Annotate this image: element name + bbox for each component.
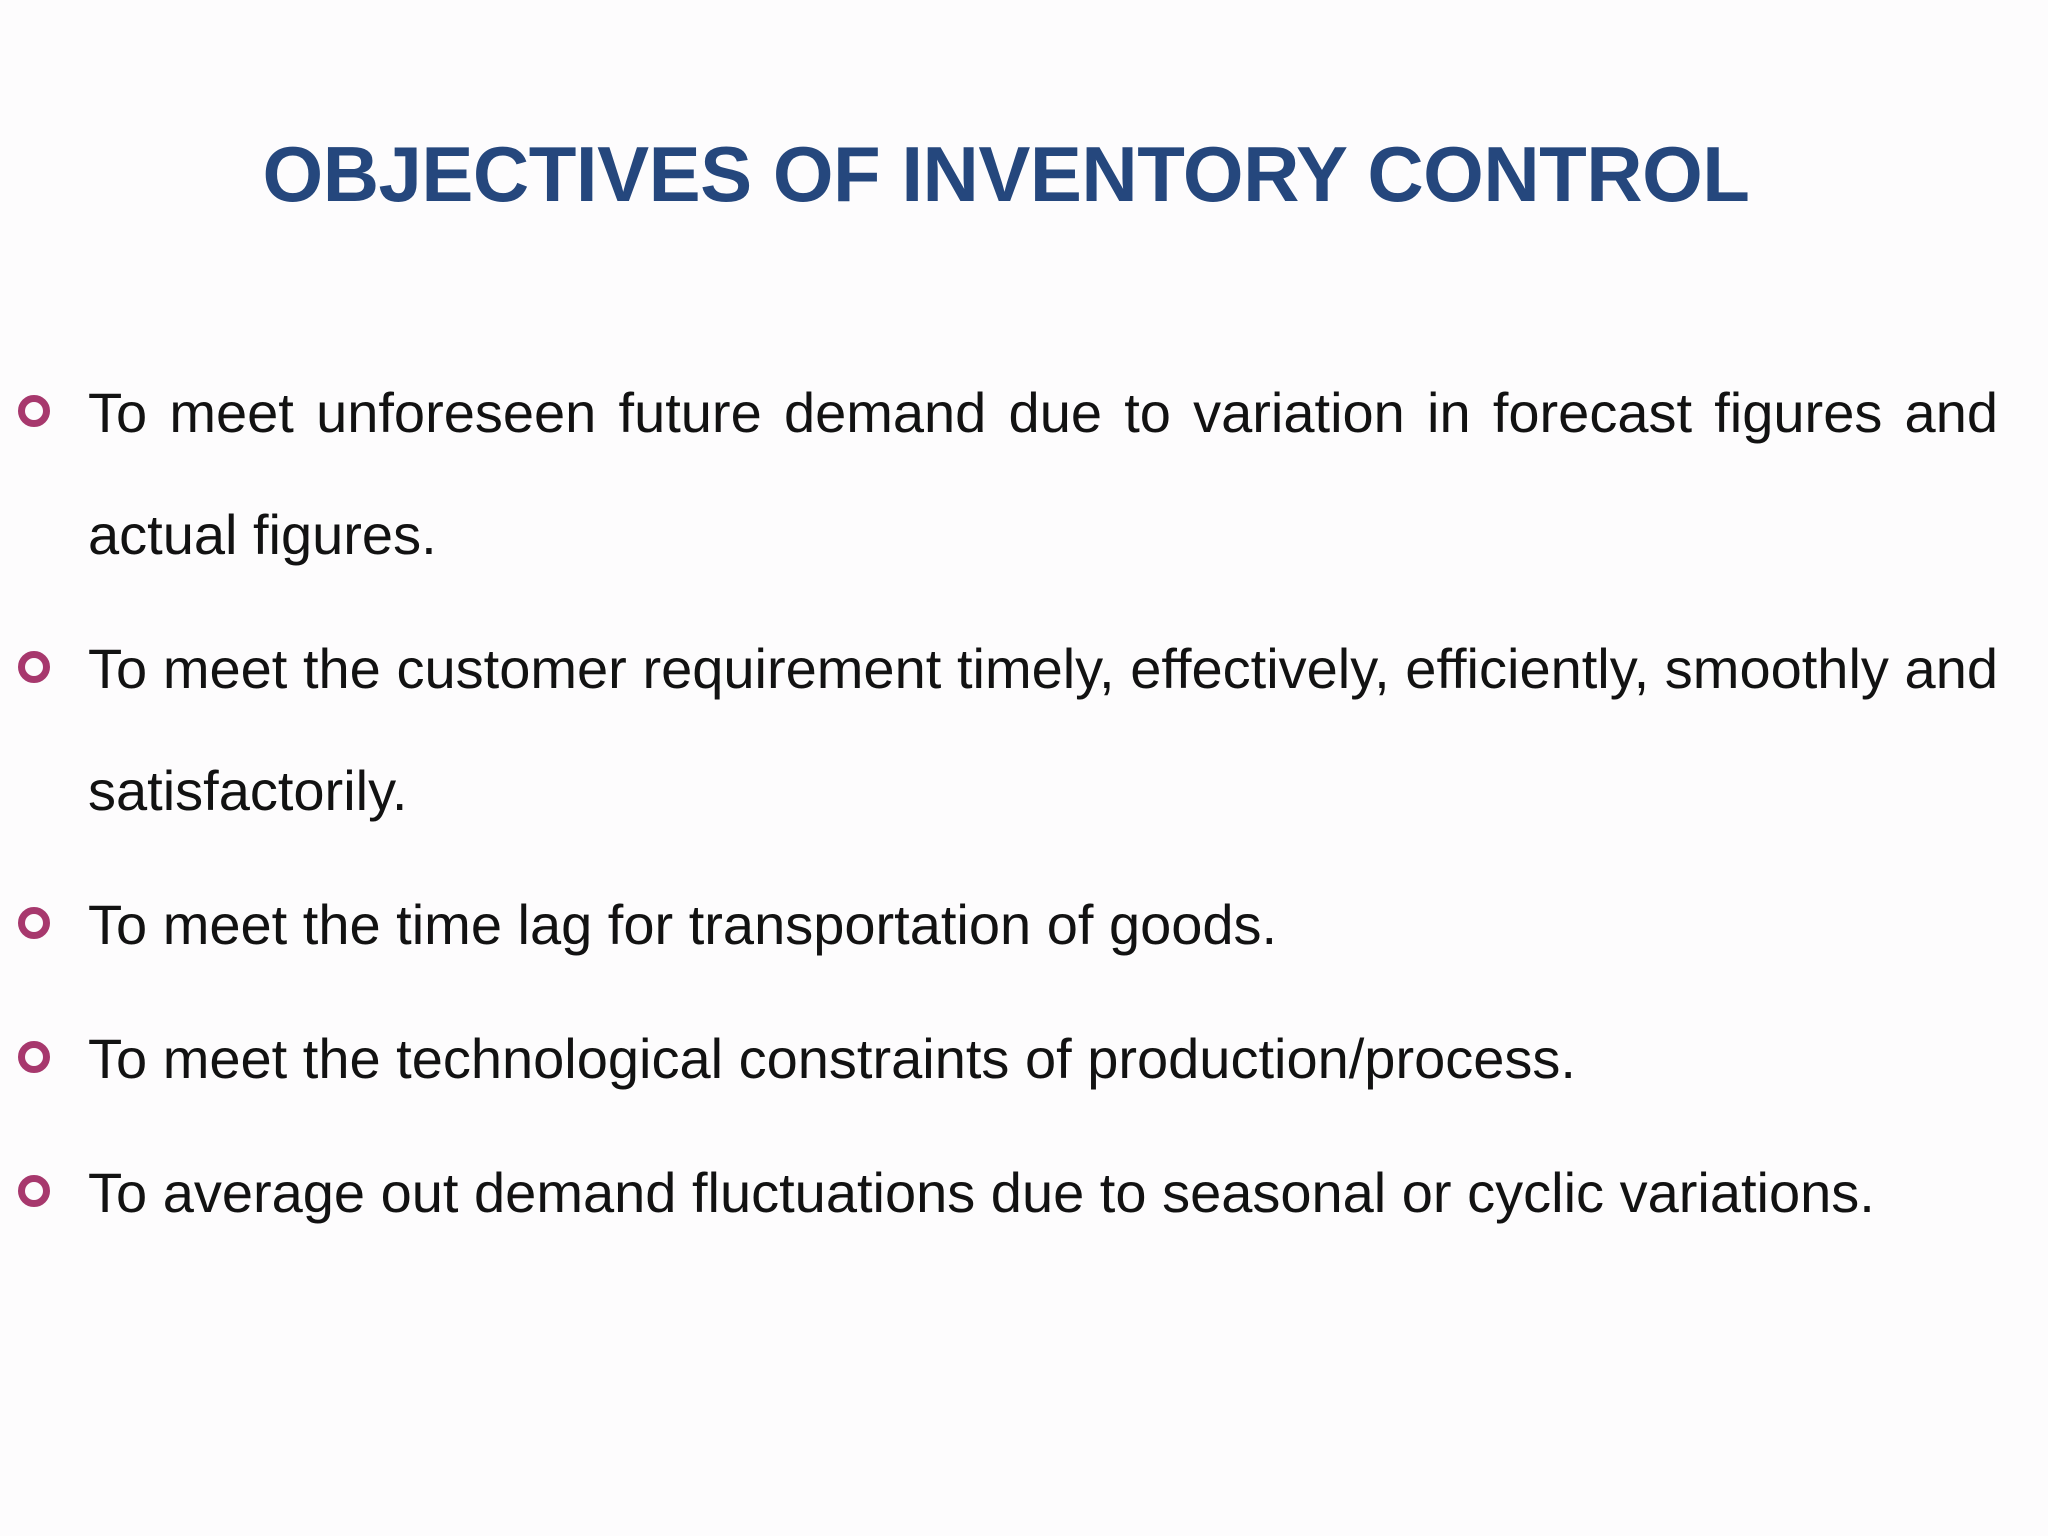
- bullet-item: [0, 352, 2048, 596]
- bullet-text: To meet the technological constraints of production/process.: [88, 1027, 1576, 1090]
- bullet-item: [0, 998, 2048, 1120]
- bullet-text: To average out demand fluctuations due to seasonal or cyclic variations.: [88, 1161, 1875, 1224]
- bullet-item: [0, 864, 2048, 986]
- bullet-text: To meet the customer requirement timely, effectively, efficiently, smoothly and satisfactorily.: [88, 637, 1998, 822]
- hollow-circle-icon: [18, 1175, 50, 1207]
- bullet-list: [0, 352, 2048, 1266]
- bullet-text: To meet unforeseen future demand due to variation in forecast figures and actual figures.: [88, 381, 1998, 566]
- bullet-text: To meet the time lag for transportation of goods.: [88, 893, 1278, 956]
- bullet-item: [0, 1132, 2048, 1254]
- slide-title: OBJECTIVES OF INVENTORY CONTROL: [262, 130, 1750, 218]
- hollow-circle-icon: [18, 395, 50, 427]
- bullet-item: [0, 608, 2048, 852]
- hollow-circle-icon: [18, 907, 50, 939]
- hollow-circle-icon: [18, 651, 50, 683]
- hollow-circle-icon: [18, 1041, 50, 1073]
